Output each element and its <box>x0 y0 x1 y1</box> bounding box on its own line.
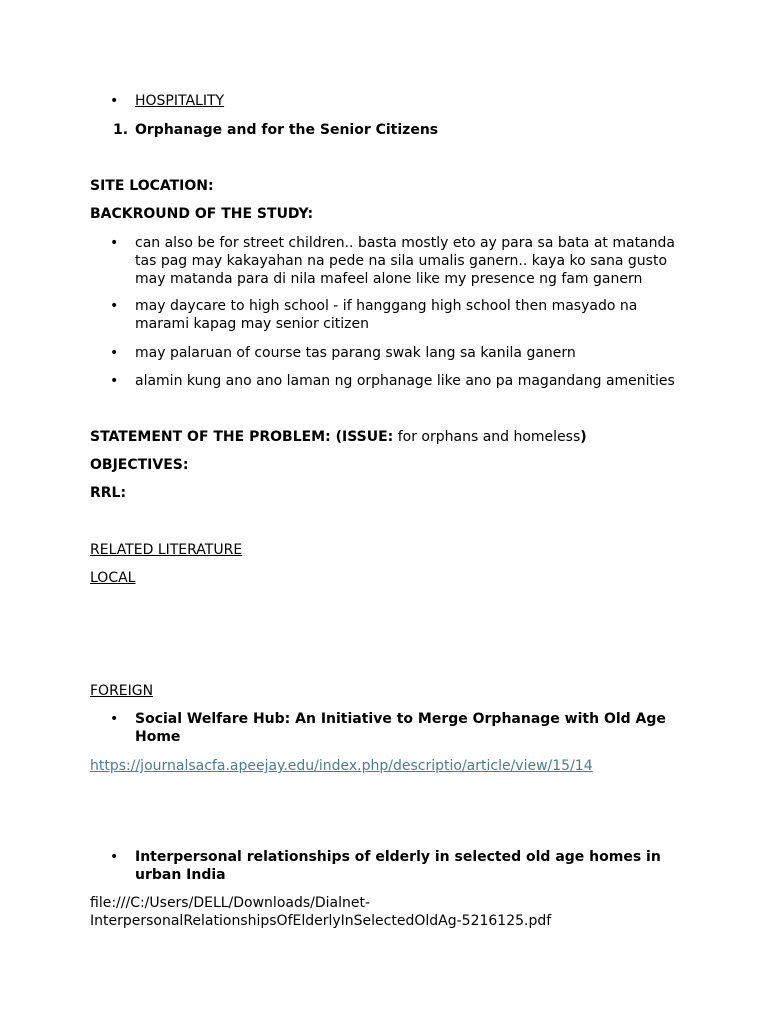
foreign-item-2-path <box>90 894 551 930</box>
related-literature-heading: RELATED LITERATURE <box>90 542 243 558</box>
item-1-title: Orphanage and for the Senior Citizens <box>135 122 439 138</box>
foreign-item-1-title: Social Welfare Hub: An Initiative to Merge Orphanage with Old Age Home <box>135 711 666 745</box>
bullet-glyph: • <box>110 345 119 361</box>
foreign-heading: FOREIGN <box>90 683 154 699</box>
file-path-line-1: file:///C:/Users/DELL/Downloads/Dialnet- <box>90 895 371 911</box>
rrl-heading: RRL: <box>90 485 127 501</box>
problem-close: ) <box>580 429 587 445</box>
background-heading: BACKROUND OF THE STUDY: <box>90 206 314 222</box>
bullet-glyph: • <box>110 93 119 109</box>
problem-text: for orphans and homeless <box>393 429 581 445</box>
bullet-glyph: • <box>110 235 119 251</box>
background-bullet-text: may daycare to high school - if hanggang high school then masyado na marami kapag may senior citizen <box>135 298 638 332</box>
file-path-line-2: InterpersonalRelationshipsOfElderlyInSelectedOldAg-5216125.pdf <box>90 913 552 929</box>
bullet-glyph: • <box>110 298 119 314</box>
site-location-heading: SITE LOCATION: <box>90 178 214 194</box>
background-bullet-text: may palaruan of course tas parang swak lang sa kanila ganern <box>135 345 576 361</box>
objectives-heading: OBJECTIVES: <box>90 457 189 473</box>
item-number: 1. <box>113 122 129 138</box>
local-heading: LOCAL <box>90 570 136 586</box>
bullet-glyph: • <box>110 711 119 727</box>
bullet-glyph: • <box>110 849 119 865</box>
foreign-item-2-title: Interpersonal relationships of elderly in selected old age homes in urban India <box>135 849 661 883</box>
problem-statement <box>90 428 690 446</box>
problem-label: STATEMENT OF THE PROBLEM: (ISSUE: <box>90 429 394 445</box>
foreign-item-1-link[interactable]: https://journalsacfa.apeejay.edu/index.php/descriptio/article/view/15/14 <box>90 758 593 774</box>
hospitality-label: HOSPITALITY <box>135 93 225 109</box>
bullet-glyph: • <box>110 373 119 389</box>
background-bullet-text: can also be for street children.. basta mostly eto ay para sa bata at matanda tas pag may kakayahan na pede na sila umalis ganern.. kaya ko sana gusto may matanda para di nila mafeel alone like my presence ng fam ganern <box>135 235 675 287</box>
background-bullet-text: alamin kung ano ano laman ng orphanage like ano pa magandang amenities <box>135 373 675 389</box>
